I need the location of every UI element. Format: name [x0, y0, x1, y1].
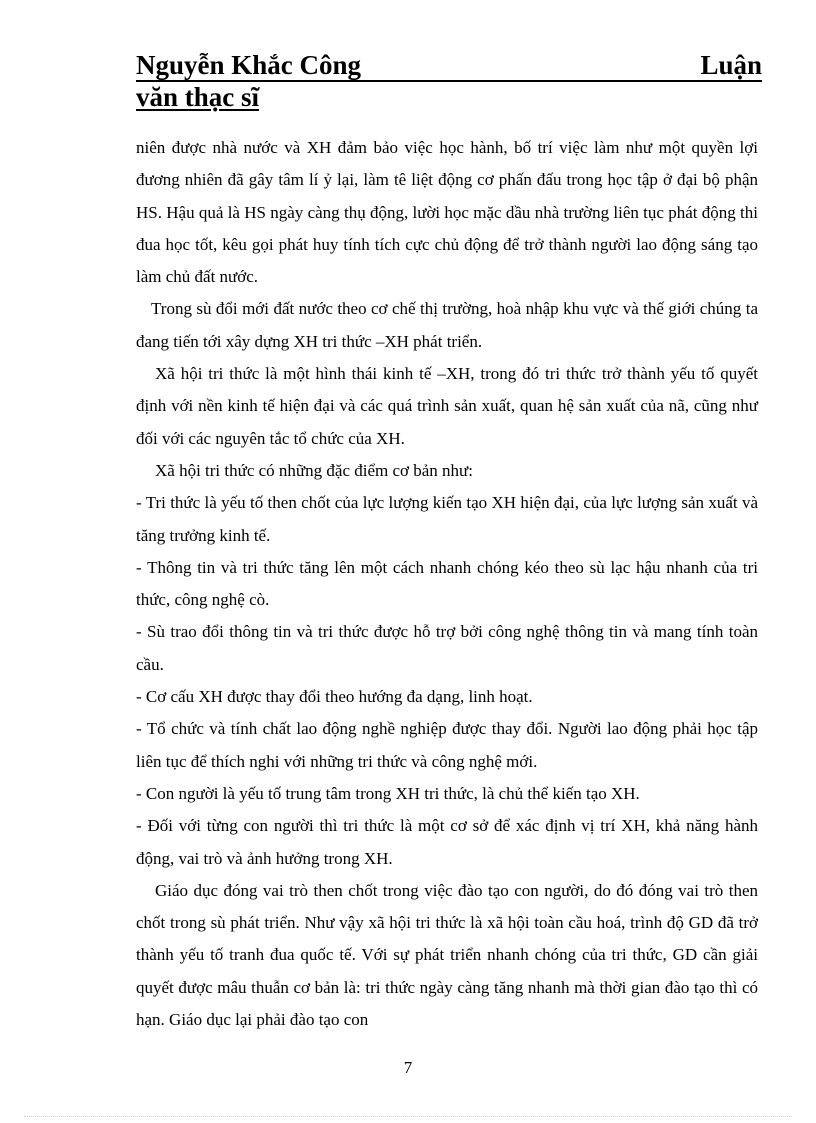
paragraph-education: Giáo dục đóng vai trò then chốt trong việc đào tạo con người, do đó đóng vai trò then chốt trong sù phát triển. Như vậy xã hội tri thức là xã hội toàn cầu hoá, trình độ GD đã trở thành yếu tố tranh đua quốc tế. Với sự phát triển nhanh chóng của tri thức, GD cần giải quyết được mâu thuẫn cơ bản là: tri thức ngày càng tăng nhanh mà thời gian đào tạo thì có hạn. Giáo dục lại phải đào tạo con [136, 880, 758, 1030]
header-line [136, 50, 762, 82]
list-item: - Sù trao đổi thông tin và tri thức được hỗ trợ bởi công nghệ thông tin và mang tính toàn cầu. [136, 622, 758, 674]
paragraph-intro: niên được nhà nước và XH đảm bảo việc học hành, bố trí việc làm như một quyền lợi đương nhiên đã gây tâm lí ỷ lại, làm tê liệt động cơ phấn đấu trong học tập ở đại bộ phận HS. Hậu quả là HS ngày càng thụ động, lười học mặc dầu nhà trường liên tục phát động thi đua học tốt, kêu gọi phát huy tính tích cực chủ động để trở thành người lao động sáng tạo làm chủ đất nước. [136, 138, 758, 287]
doc-type-part1: Luận [700, 50, 762, 80]
paragraph-definition: Xã hội tri thức là một hình thái kinh tế –XH, trong đó tri thức trở thành yếu tố quyết định với nền kinh tế hiện đại và các quá trình sản xuất, quan hệ sản xuất của nã, cũng như đối với các nguyên tắc tổ chức của XH. [136, 364, 758, 448]
paragraph-market: Trong sù đổi mới đất nước theo cơ chế thị trường, hoà nhập khu vực và thế giới chúng ta đang tiến tới xây dựng XH tri thức –XH phát triển. [136, 299, 758, 351]
list-item: - Cơ cấu XH được thay đổi theo hướng đa dạng, linh hoạt. [136, 687, 533, 707]
list-item: - Thông tin và tri thức tăng lên một cách nhanh chóng kéo theo sù lạc hậu nhanh của tri thức, công nghệ cò. [136, 557, 758, 610]
doc-type-part2: văn thạc sĩ [136, 82, 260, 112]
page-bottom-divider [24, 1116, 792, 1117]
page-header [136, 50, 762, 112]
list-item: - Tổ chức và tính chất lao động nghề nghiệp được thay đổi. Người lao động phải học tập liên tục để thích nghi với những tri thức và công nghệ mới. [136, 719, 758, 771]
author-name: Nguyễn Khắc Công [136, 50, 362, 80]
paragraph-characteristics: Xã hội tri thức có những đặc điểm cơ bản như: [155, 460, 473, 480]
list-item: - Đối với từng con người thì tri thức là một cơ sở để xác định vị trí XH, khả năng hành động, vai trò và ảnh hưởng trong XH. [136, 816, 758, 868]
list-item: - Tri thức là yếu tố then chốt của lực lượng kiến tạo XH hiện đại, của lực lượng sản xuất và tăng trưởng kinh tế. [136, 493, 758, 545]
list-item: - Con người là yếu tố trung tâm trong XH tri thức, là chủ thể kiến tạo XH. [136, 783, 640, 803]
page-number: 7 [403, 1058, 413, 1077]
document-body [136, 132, 758, 1036]
